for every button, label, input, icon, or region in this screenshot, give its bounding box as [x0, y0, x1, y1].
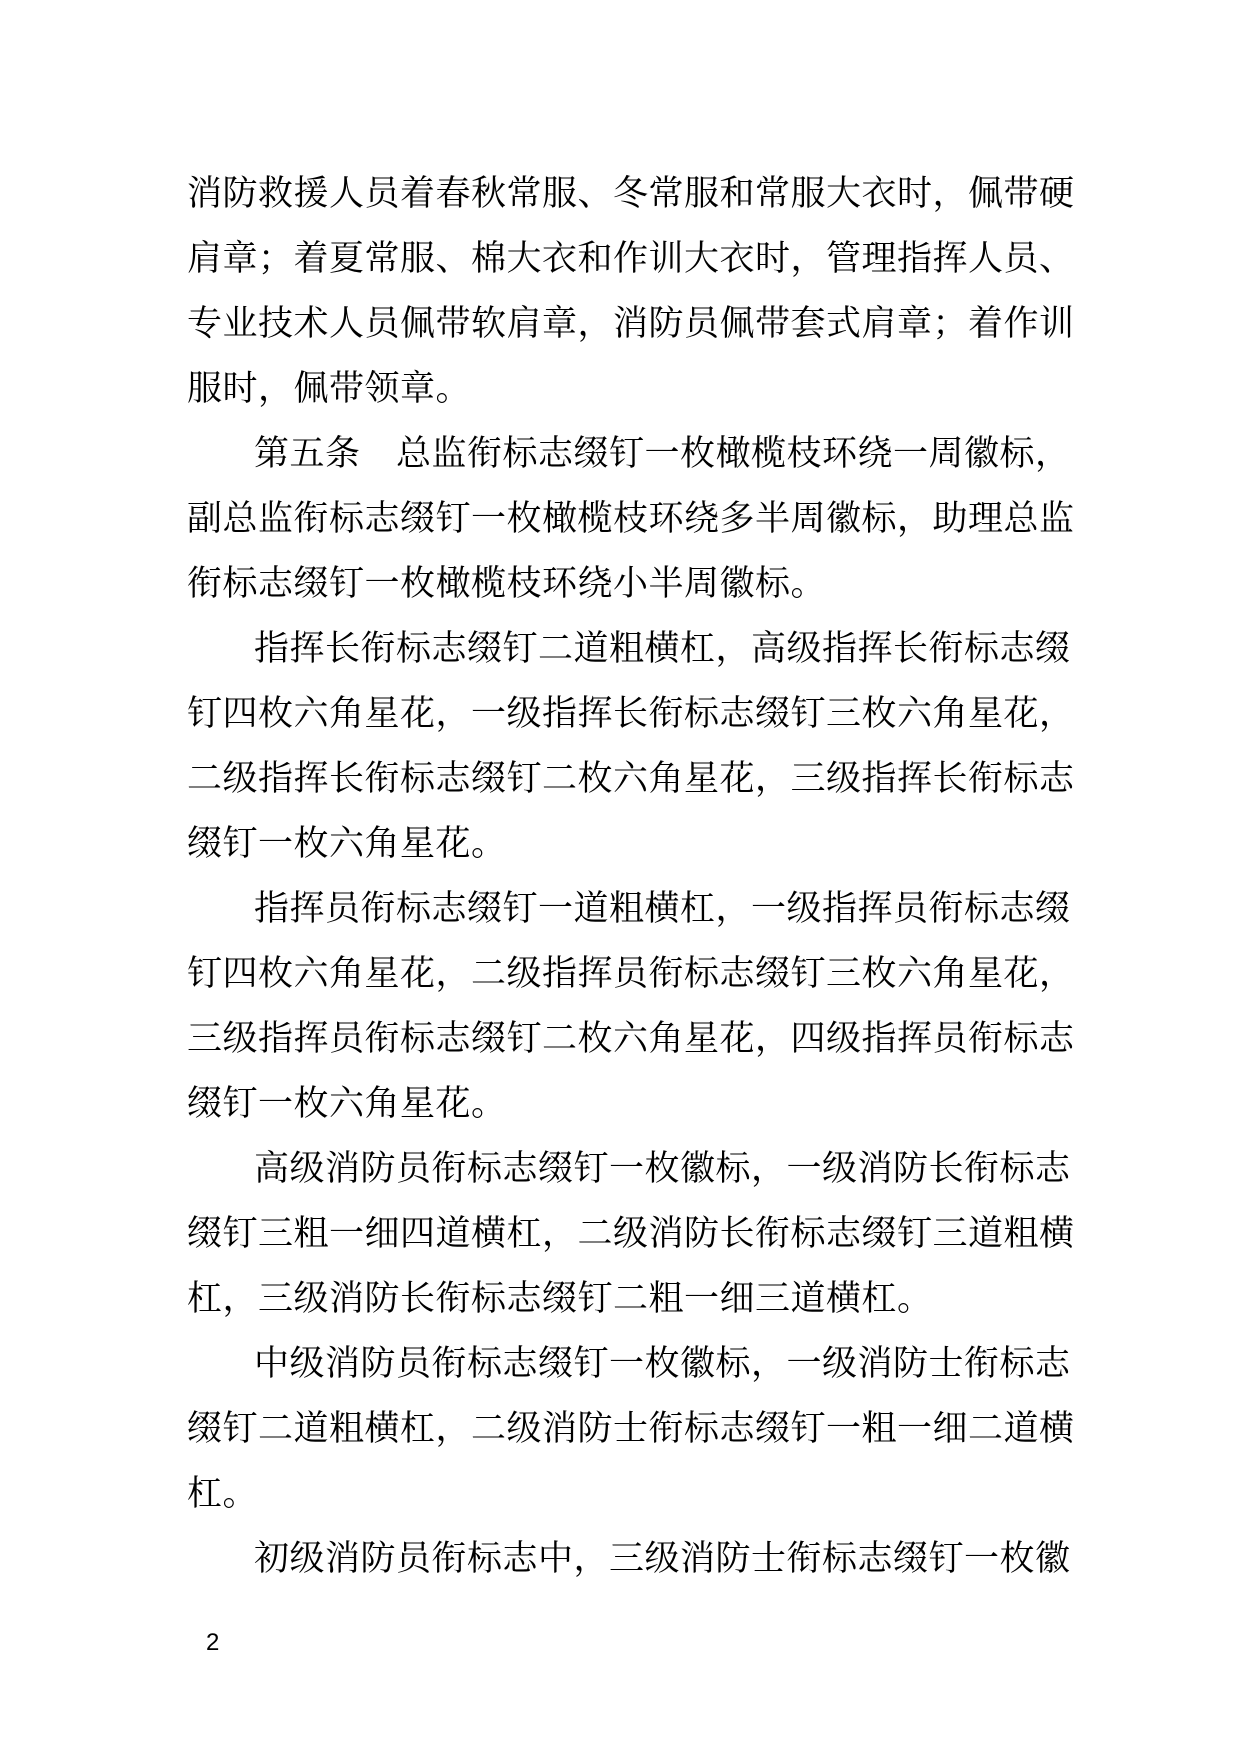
text-line: 缀钉三粗一细四道横杠，二级消防长衔标志缀钉三道粗横 [187, 1214, 1075, 1254]
text-line: 服时，佩带领章。 [187, 369, 472, 409]
text-line: 中级消防员衔标志缀钉一枚徽标，一级消防士衔标志 [254, 1344, 1071, 1384]
text-line: 高级消防员衔标志缀钉一枚徽标，一级消防长衔标志 [254, 1149, 1071, 1189]
text-line: 钉四枚六角星花，二级指挥员衔标志缀钉三枚六角星花， [187, 954, 1075, 994]
text-line: 副总监衔标志缀钉一枚橄榄枝环绕多半周徽标，助理总监 [187, 499, 1075, 539]
text-line: 指挥长衔标志缀钉二道粗横杠，高级指挥长衔标志缀 [254, 629, 1071, 669]
text-line: 指挥员衔标志缀钉一道粗横杠，一级指挥员衔标志缀 [254, 889, 1071, 929]
text-line: 缀钉一枚六角星花。 [187, 1084, 507, 1124]
text-line: 专业技术人员佩带软肩章，消防员佩带套式肩章；着作训 [187, 304, 1075, 344]
text-line: 第五条 总监衔标志缀钉一枚橄榄枝环绕一周徽标， [254, 434, 1071, 474]
text-line: 缀钉一枚六角星花。 [187, 824, 507, 864]
text-line: 衔标志缀钉一枚橄榄枝环绕小半周徽标。 [187, 564, 827, 604]
text-line: 缀钉二道粗横杠，二级消防士衔标志缀钉一粗一细二道横 [187, 1409, 1075, 1449]
text-line: 肩章；着夏常服、棉大衣和作训大衣时，管理指挥人员、 [187, 239, 1075, 279]
text-line: 初级消防员衔标志中，三级消防士衔标志缀钉一枚徽 [254, 1539, 1071, 1579]
text-line: 三级指挥员衔标志缀钉二枚六角星花，四级指挥员衔标志 [187, 1019, 1075, 1059]
text-line: 二级指挥长衔标志缀钉二枚六角星花，三级指挥长衔标志 [187, 759, 1075, 799]
text-line: 消防救援人员着春秋常服、冬常服和常服大衣时，佩带硬 [187, 174, 1075, 214]
text-line: 杠，三级消防长衔标志缀钉二粗一细三道横杠。 [187, 1279, 933, 1319]
page-number: 2 [206, 1629, 220, 1656]
text-line: 杠。 [187, 1474, 259, 1514]
text-line: 钉四枚六角星花，一级指挥长衔标志缀钉三枚六角星花， [187, 694, 1075, 734]
